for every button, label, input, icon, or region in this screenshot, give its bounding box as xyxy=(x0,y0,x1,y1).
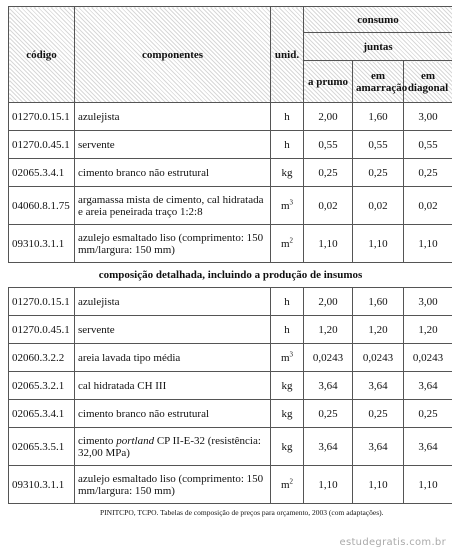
code-cell: 09310.3.1.1 xyxy=(9,225,75,263)
consumo-em-amarracao-cell: 3,64 xyxy=(353,428,404,466)
code-cell: 02065.3.5.1 xyxy=(9,428,75,466)
table-row xyxy=(9,400,452,428)
consumo-em-diagonal-cell: 1,20 xyxy=(404,316,452,344)
table-row xyxy=(9,225,452,263)
unit-text: kg xyxy=(281,440,293,453)
header-em-amarracao: em amarração xyxy=(353,61,404,103)
unit-cell xyxy=(271,316,304,344)
consumo-em-amarracao-cell: 1,20 xyxy=(353,316,404,344)
consumo-a-prumo-cell: 1,10 xyxy=(304,466,353,504)
code-cell: 02060.3.2.2 xyxy=(9,344,75,372)
consumo-em-amarracao-cell: 0,02 xyxy=(353,187,404,225)
table-row xyxy=(9,103,452,131)
table-row xyxy=(9,187,452,225)
unit-text: m xyxy=(280,478,290,491)
consumo-em-amarracao-cell: 0,0243 xyxy=(353,344,404,372)
component-cell: servente xyxy=(75,131,271,159)
unit-cell xyxy=(271,187,304,225)
consumo-a-prumo-cell: 1,20 xyxy=(304,316,353,344)
header-a-prumo: a prumo xyxy=(304,61,353,103)
table-row xyxy=(9,131,452,159)
consumo-em-amarracao-cell: 1,10 xyxy=(353,466,404,504)
unit-text: h xyxy=(284,323,290,336)
consumo-a-prumo-cell: 0,0243 xyxy=(304,344,353,372)
header-em-diagonal: em diagonal xyxy=(404,61,452,103)
component-cell xyxy=(75,428,271,466)
code-cell: 01270.0.45.1 xyxy=(9,316,75,344)
header-unid: unid. xyxy=(271,7,304,103)
code-cell: 01270.0.15.1 xyxy=(9,103,75,131)
component-cell: cimento branco não estrutural xyxy=(75,159,271,187)
code-cell: 04060.8.1.75 xyxy=(9,187,75,225)
component-cell: azulejo esmaltado liso (comprimento: 150 mm/largura: 150 mm) xyxy=(75,225,271,263)
watermark: estudegratis.com.br xyxy=(339,537,446,548)
component-cell: azulejo esmaltado liso (comprimento: 150 mm/largura: 150 mm) xyxy=(75,466,271,504)
consumo-a-prumo-cell: 0,55 xyxy=(304,131,353,159)
unit-exponent: 2 xyxy=(289,476,294,485)
unit-cell xyxy=(271,288,304,316)
unit-text: kg xyxy=(281,379,293,392)
unit-text: h xyxy=(284,138,290,151)
code-cell: 02065.3.2.1 xyxy=(9,372,75,400)
consumo-em-diagonal-cell: 0,02 xyxy=(404,187,452,225)
consumo-a-prumo-cell: 2,00 xyxy=(304,288,353,316)
table-row xyxy=(9,428,452,466)
unit-text: kg xyxy=(281,407,293,420)
consumo-em-diagonal-cell: 3,00 xyxy=(404,103,452,131)
consumo-a-prumo-cell: 3,64 xyxy=(304,372,353,400)
table-row xyxy=(9,466,452,504)
component-cell: cimento branco não estrutural xyxy=(75,400,271,428)
table-row xyxy=(9,344,452,372)
consumo-em-amarracao-cell: 0,25 xyxy=(353,159,404,187)
unit-text: h xyxy=(284,295,290,308)
consumo-em-diagonal-cell: 0,0243 xyxy=(404,344,452,372)
consumo-em-diagonal-cell: 0,55 xyxy=(404,131,452,159)
consumo-em-diagonal-cell: 3,00 xyxy=(404,288,452,316)
header-componentes: componentes xyxy=(75,7,271,103)
consumo-em-amarracao-cell: 0,25 xyxy=(353,400,404,428)
component-text: CP II-E-32 (resistência: 32,00 MPa) xyxy=(78,434,261,459)
code-cell: 02065.3.4.1 xyxy=(9,400,75,428)
source-note: PINITCPO, TCPO. Tabelas de composição de preços para orçamento, 2003 (com adaptações). xyxy=(100,508,384,517)
consumo-em-diagonal-cell: 0,25 xyxy=(404,400,452,428)
consumo-em-diagonal-cell: 0,25 xyxy=(404,159,452,187)
code-cell: 01270.0.45.1 xyxy=(9,131,75,159)
table-row xyxy=(9,159,452,187)
consumo-em-amarracao-cell: 3,64 xyxy=(353,372,404,400)
header-codigo: código xyxy=(9,7,75,103)
table-row xyxy=(9,316,452,344)
unit-cell xyxy=(271,103,304,131)
consumo-a-prumo-cell: 2,00 xyxy=(304,103,353,131)
table-row xyxy=(9,288,452,316)
component-text-italic: portland xyxy=(116,434,155,447)
component-cell: azulejista xyxy=(75,288,271,316)
unit-cell xyxy=(271,159,304,187)
component-text: cimento xyxy=(78,434,117,447)
consumo-em-amarracao-cell: 1,60 xyxy=(353,103,404,131)
consumo-em-amarracao-cell: 1,60 xyxy=(353,288,404,316)
composition-table-container xyxy=(8,6,452,504)
consumo-em-amarracao-cell: 1,10 xyxy=(353,225,404,263)
consumo-em-diagonal-cell: 1,10 xyxy=(404,225,452,263)
code-cell: 01270.0.15.1 xyxy=(9,288,75,316)
component-cell: cal hidratada CH III xyxy=(75,372,271,400)
unit-text: m xyxy=(280,351,290,364)
unit-exponent: 2 xyxy=(289,235,294,244)
unit-text: kg xyxy=(281,166,293,179)
consumo-a-prumo-cell: 3,64 xyxy=(304,428,353,466)
unit-cell xyxy=(271,344,304,372)
consumo-a-prumo-cell: 1,10 xyxy=(304,225,353,263)
unit-text: m xyxy=(280,237,290,250)
code-cell: 09310.3.1.1 xyxy=(9,466,75,504)
consumo-em-amarracao-cell: 0,55 xyxy=(353,131,404,159)
unit-text: h xyxy=(284,110,290,123)
unit-cell xyxy=(271,428,304,466)
header-consumo: consumo xyxy=(304,7,452,33)
component-cell: servente xyxy=(75,316,271,344)
consumo-a-prumo-cell: 0,25 xyxy=(304,400,353,428)
table-body-detailed xyxy=(9,288,452,504)
consumo-em-diagonal-cell: 3,64 xyxy=(404,428,452,466)
unit-cell xyxy=(271,372,304,400)
table-body-main xyxy=(9,103,452,263)
consumo-a-prumo-cell: 0,25 xyxy=(304,159,353,187)
unit-cell xyxy=(271,225,304,263)
component-cell: areia lavada tipo média xyxy=(75,344,271,372)
component-cell: argamassa mista de cimento, cal hidratada e areia peneirada traço 1:2:8 xyxy=(75,187,271,225)
unit-cell xyxy=(271,400,304,428)
header-juntas: juntas xyxy=(304,33,452,61)
consumo-a-prumo-cell: 0,02 xyxy=(304,187,353,225)
consumo-em-diagonal-cell: 1,10 xyxy=(404,466,452,504)
section-title: composição detalhada, incluindo a produção de insumos xyxy=(9,263,452,288)
unit-exponent: 3 xyxy=(289,349,294,358)
code-cell: 02065.3.4.1 xyxy=(9,159,75,187)
unit-text: m xyxy=(280,199,290,212)
unit-exponent: 3 xyxy=(289,197,294,206)
consumo-em-diagonal-cell: 3,64 xyxy=(404,372,452,400)
component-cell: azulejista xyxy=(75,103,271,131)
composition-table xyxy=(8,6,452,504)
unit-cell xyxy=(271,466,304,504)
unit-cell xyxy=(271,131,304,159)
table-row xyxy=(9,372,452,400)
